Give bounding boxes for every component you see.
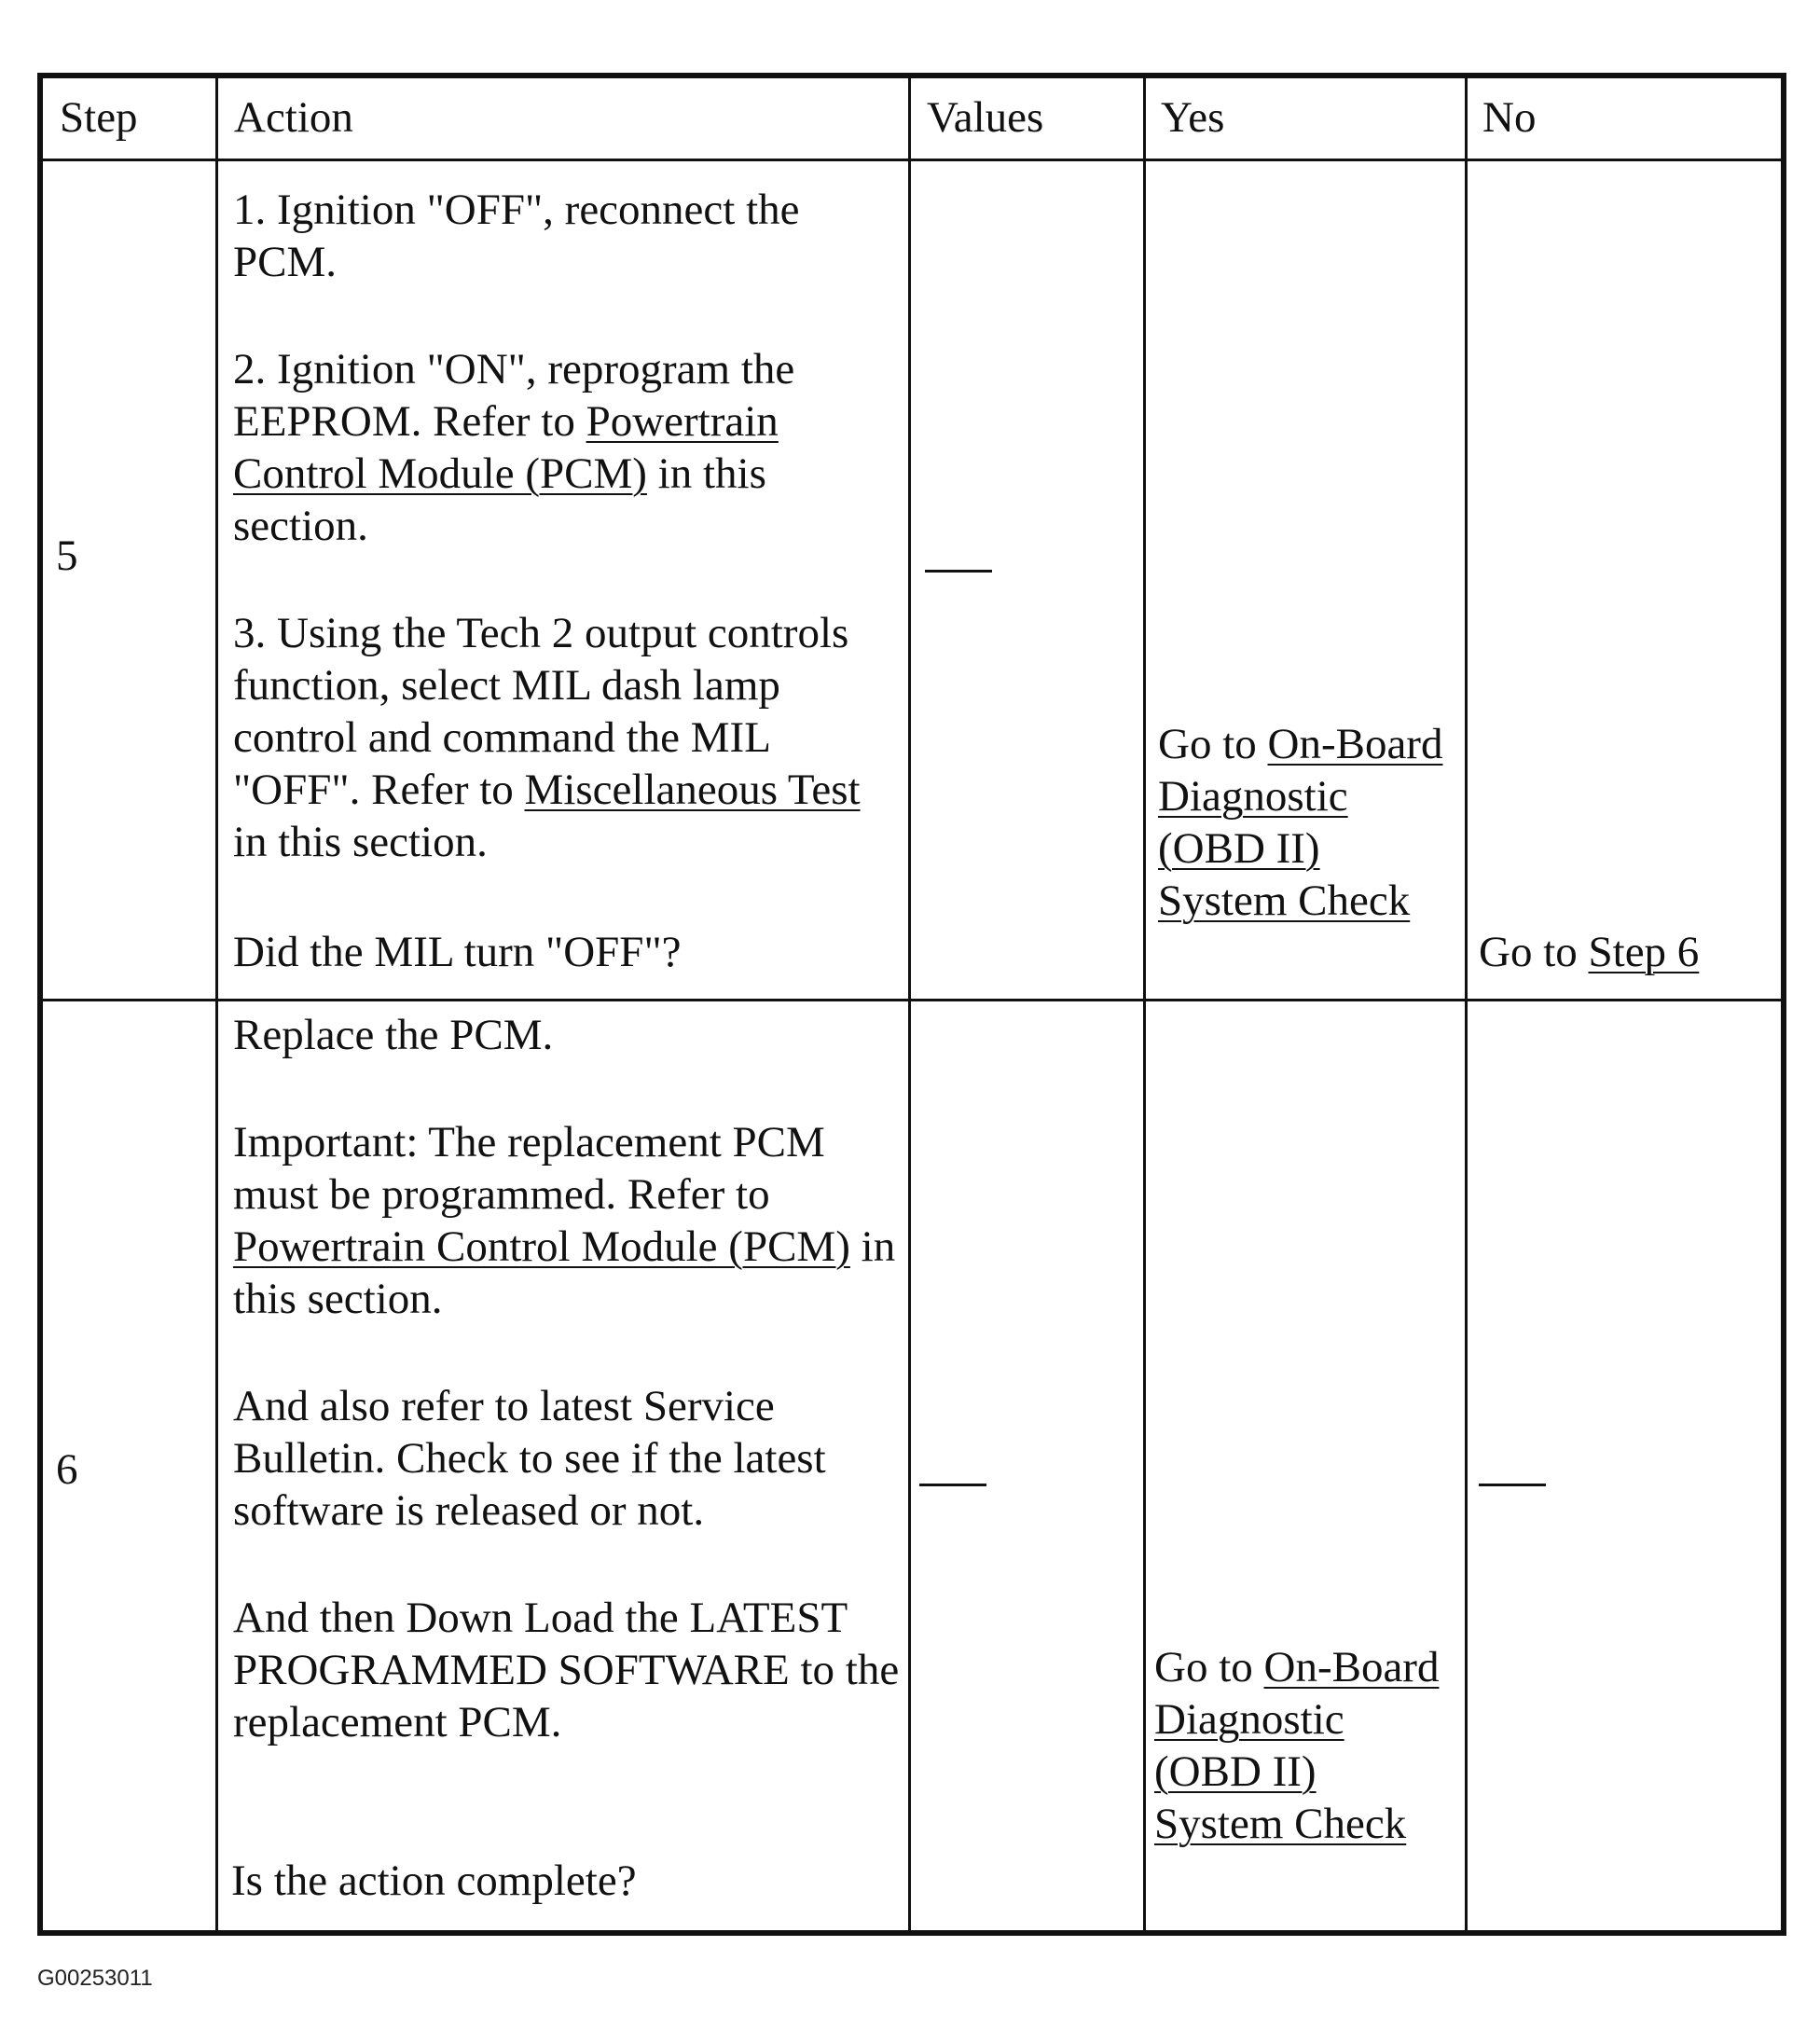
miscellaneous-test-link[interactable]: Miscellaneous Test (524, 766, 861, 814)
yes-cell (1158, 718, 1456, 927)
action-text: 1. Ignition "OFF", reconnect the PCM. (233, 186, 800, 286)
action-cell (233, 1009, 904, 1748)
diagnostic-table (37, 73, 1786, 1936)
header-yes: Yes (1161, 93, 1225, 142)
action-text-part: Important: The replacement PCM must be programmed. Refer to (233, 1118, 825, 1219)
header-divider (43, 159, 1781, 161)
action-text-part: in this section. (233, 1222, 896, 1323)
action-text-part: in this section. (233, 449, 766, 550)
action-text (233, 1116, 904, 1325)
column-divider (1465, 78, 1468, 1930)
column-divider (908, 78, 911, 1930)
header-step: Step (60, 93, 138, 142)
step-number: 6 (56, 1445, 78, 1494)
action-text-part: in this section. (233, 818, 488, 866)
no-cell (1479, 926, 1699, 978)
no-prefix: Go to (1479, 928, 1589, 976)
no-dash (1479, 1484, 1546, 1486)
action-cell (233, 184, 904, 868)
action-text: Replace the PCM. (233, 1011, 554, 1059)
column-divider (215, 78, 218, 1930)
step-6-link[interactable]: Step 6 (1588, 928, 1700, 976)
action-text: And then Down Load the LATEST PROGRAMMED SOFTWARE to the replacement PCM. (233, 1594, 900, 1746)
obd-system-check-link[interactable]: On-Board Diagnostic (OBD II) System Check (1154, 1643, 1440, 1848)
yes-prefix: Go to (1154, 1643, 1264, 1691)
action-text: And also refer to latest Service Bulletin. Check to see if the latest software is released or not. (233, 1382, 826, 1535)
column-divider (1143, 78, 1146, 1930)
action-question: Is the action complete? (231, 1857, 637, 1905)
pcm-link[interactable]: Powertrain Control Module (PCM) (233, 1222, 850, 1271)
action-text (233, 607, 904, 868)
yes-cell (1154, 1641, 1453, 1850)
header-no: No (1482, 93, 1537, 142)
action-text-part: 2. Ignition "ON", reprogram the EEPROM. Refer to (233, 345, 795, 446)
action-question: Did the MIL turn "OFF"? (233, 928, 682, 976)
no-dash-text (1479, 1498, 1480, 1499)
step-number: 5 (56, 531, 78, 580)
row-divider (43, 999, 1781, 1001)
pcm-link[interactable]: Powertrain Control Module (PCM) (233, 397, 779, 498)
action-text-part: 3. Using the Tech 2 output controls function, select MIL dash lamp control and command the MIL "OFF". Refer to (233, 609, 849, 814)
values-dash-text (919, 1498, 920, 1499)
header-values: Values (927, 93, 1044, 142)
values-dash (925, 570, 992, 573)
values-dash-text (925, 585, 926, 586)
values-dash (919, 1484, 986, 1486)
yes-prefix: Go to (1158, 720, 1268, 768)
action-text (233, 343, 904, 552)
header-action: Action (234, 93, 353, 142)
figure-id: G00253011 (37, 1966, 153, 1991)
obd-system-check-link[interactable]: On-Board Diagnostic (OBD II) System Check (1158, 720, 1443, 925)
